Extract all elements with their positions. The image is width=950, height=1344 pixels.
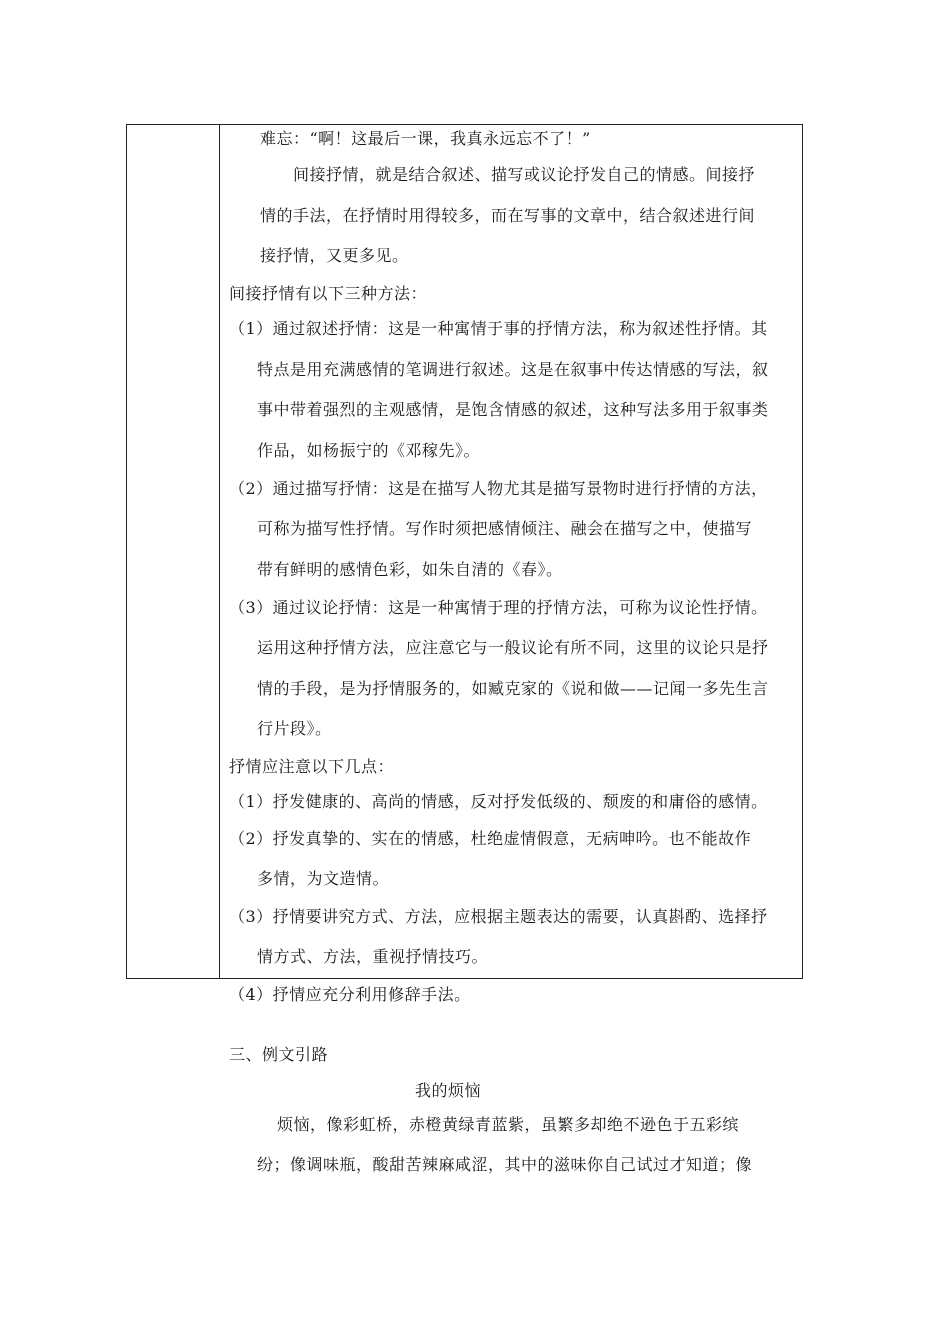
column-divider [219, 124, 220, 979]
section-heading: 三、例文引路 [229, 1045, 329, 1064]
text-line: 接抒情，又更多见。 [260, 246, 409, 265]
text-line: 情的手段，是为抒情服务的，如臧克家的《说和做——记闻一多先生言 [257, 679, 769, 698]
text-line: 事中带着强烈的主观感情，是饱含情感的叙述，这种写法多用于叙事类 [257, 400, 769, 419]
text-line: 情的手法，在抒情时用得较多，而在写事的文章中，结合叙述进行间 [260, 206, 756, 225]
text-line: 行片段》。 [257, 719, 332, 738]
text-line: 间接抒情，就是结合叙述、描写或议论抒发自己的情感。间接抒 [293, 165, 756, 184]
text-line: 难忘：“啊！这最后一课，我真永远忘不了！” [260, 129, 591, 148]
text-line: 可称为描写性抒情。写作时须把感情倾注、融会在描写之中，使描写 [257, 519, 753, 538]
section-heading: 抒情应注意以下几点： [229, 757, 395, 776]
table-frame [126, 124, 803, 979]
text-line: 烦恼，像彩虹桥，赤橙黄绿青蓝紫，虽繁多却绝不逊色于五彩缤 [277, 1115, 740, 1134]
text-line: 带有鲜明的感情色彩，如朱自清的《春》。 [257, 560, 563, 579]
text-line: 多情，为文造情。 [257, 869, 390, 888]
section-heading: 间接抒情有以下三种方法： [229, 284, 428, 303]
text-line: （3）通过议论抒情：这是一种寓情于理的抒情方法，可称为议论性抒情。 [229, 598, 768, 617]
text-line: （1）抒发健康的、高尚的情感，反对抒发低级的、颓废的和庸俗的感情。 [229, 792, 768, 811]
text-line: （4）抒情应充分利用修辞手法。 [229, 985, 471, 1004]
text-line: 纷；像调味瓶，酸甜苦辣麻咸涩，其中的滋味你自己试过才知道；像 [257, 1155, 753, 1174]
text-line: 运用这种抒情方法，应注意它与一般议论有所不同，这里的议论只是抒 [257, 638, 769, 657]
text-line: 作品，如杨振宁的《邓稼先》。 [257, 441, 481, 460]
text-line: （3）抒情要讲究方式、方法，应根据主题表达的需要，认真斟酌、选择抒 [229, 907, 768, 926]
text-line: （1）通过叙述抒情：这是一种寓情于事的抒情方法，称为叙述性抒情。其 [229, 319, 768, 338]
text-line: （2）通过描写抒情：这是在描写人物尤其是描写景物时进行抒情的方法， [229, 479, 768, 498]
text-line: 特点是用充满感情的笔调进行叙述。这是在叙事中传达情感的写法，叙 [257, 360, 769, 379]
text-line: 情方式、方法，重视抒情技巧。 [257, 947, 489, 966]
essay-title: 我的烦恼 [415, 1081, 482, 1100]
text-line: （2）抒发真挚的、实在的情感，杜绝虚情假意，无病呻吟。也不能故作 [229, 829, 752, 848]
